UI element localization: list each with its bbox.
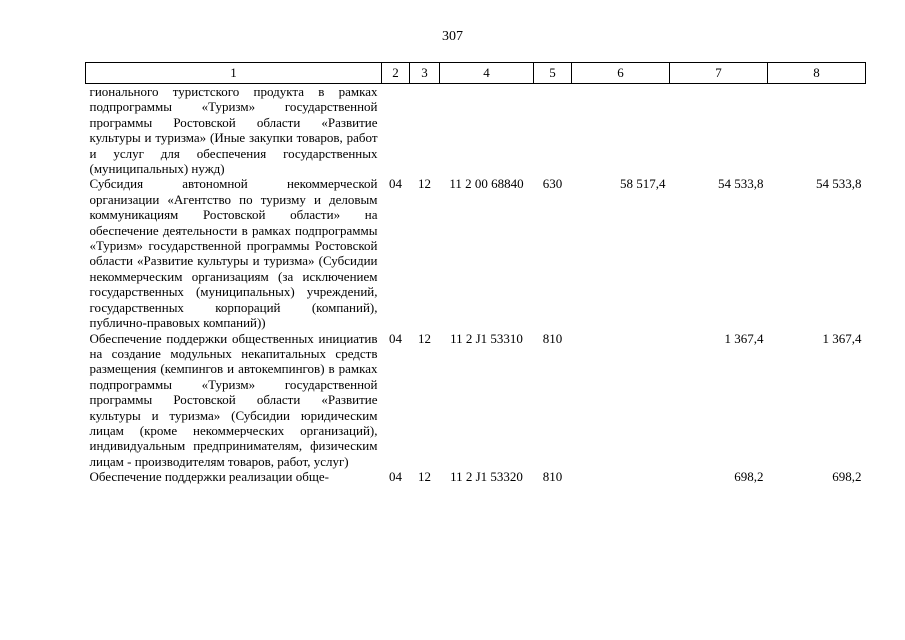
cell-amount-1 xyxy=(572,84,670,177)
cell-section xyxy=(382,84,410,177)
page-number: 307 xyxy=(442,29,463,44)
table-row xyxy=(86,176,866,330)
cell-section: 04 xyxy=(389,469,402,485)
row-name: Субсидия автономной некоммерческой организации «Агентство по туризму и деловым коммуникациям Ростовской области» на обеспечение деятельности в рамках подпрограммы «Туризм» государственной программы Ростовской области «Развитие культуры и туризма» (Субсидии некоммерческим организациям (за исключением государственных (муниципальных) учреждений, государственных корпораций (компаний), публично-правовых компаний)) xyxy=(89,176,378,331)
cell-amount-3: 698,2 xyxy=(832,469,862,485)
column-header: 7 xyxy=(670,63,768,84)
cell-amount-3: 1 367,4 xyxy=(822,330,862,346)
column-header: 2 xyxy=(382,63,410,84)
budget-table xyxy=(85,62,866,485)
cell-subsection xyxy=(410,84,440,177)
row-name: Обеспечение поддержки общественных инициатив на создание модульных некапитальных средств размещения (кемпингов и автокемпингов) в рамках подпрограммы «Туризм» государственной программы Ростовской области «Развитие культуры и туризма» (Субсидии юридическим лицам (кроме некоммерческих организаций), индивидуальным предпринимателям, физическим лицам - производителям товаров, работ, услуг) xyxy=(89,330,378,469)
cell-target-article: 11 2 J1 53310 xyxy=(450,330,523,346)
column-header: 4 xyxy=(440,63,534,84)
row-name: Обеспечение поддержки реализации обще- xyxy=(89,469,329,485)
column-header: 6 xyxy=(572,63,670,84)
cell-amount-3 xyxy=(768,84,866,177)
cell-subsection: 12 xyxy=(418,330,431,346)
cell-amount-1: 58 517,4 xyxy=(620,176,666,192)
cell-target-article: 11 2 00 68840 xyxy=(449,176,524,192)
table-row xyxy=(86,331,866,470)
cell-amount-2 xyxy=(670,84,768,177)
row-name: гионального туристского продукта в рамках подпрограммы «Туризм» государственной программы Ростовской области «Развитие культуры и туризма» (Иные закупки товаров, работ и услуг для обеспечения государственных (муниципальных) нужд) xyxy=(89,84,378,177)
cell-amount-1 xyxy=(572,469,670,484)
cell-target-article: 11 2 J1 53320 xyxy=(450,469,523,485)
cell-target-article xyxy=(440,84,534,177)
cell-section: 04 xyxy=(389,176,402,192)
table-row xyxy=(86,469,866,484)
cell-expense-type: 630 xyxy=(542,176,563,192)
column-header: 1 xyxy=(86,63,382,84)
table-row xyxy=(86,84,866,177)
column-header: 5 xyxy=(534,63,572,84)
column-header: 3 xyxy=(410,63,440,84)
cell-amount-3: 54 533,8 xyxy=(816,176,862,192)
cell-amount-2: 698,2 xyxy=(734,469,764,485)
cell-expense-type: 810 xyxy=(542,469,563,485)
cell-section: 04 xyxy=(389,330,402,346)
cell-expense-type: 810 xyxy=(542,330,563,346)
cell-amount-2: 54 533,8 xyxy=(718,176,764,192)
column-header-row xyxy=(86,63,866,84)
column-header: 8 xyxy=(768,63,866,84)
cell-expense-type xyxy=(534,84,572,177)
cell-subsection: 12 xyxy=(418,176,431,192)
cell-amount-2: 1 367,4 xyxy=(724,330,764,346)
cell-amount-1 xyxy=(572,331,670,470)
cell-subsection: 12 xyxy=(418,469,431,485)
